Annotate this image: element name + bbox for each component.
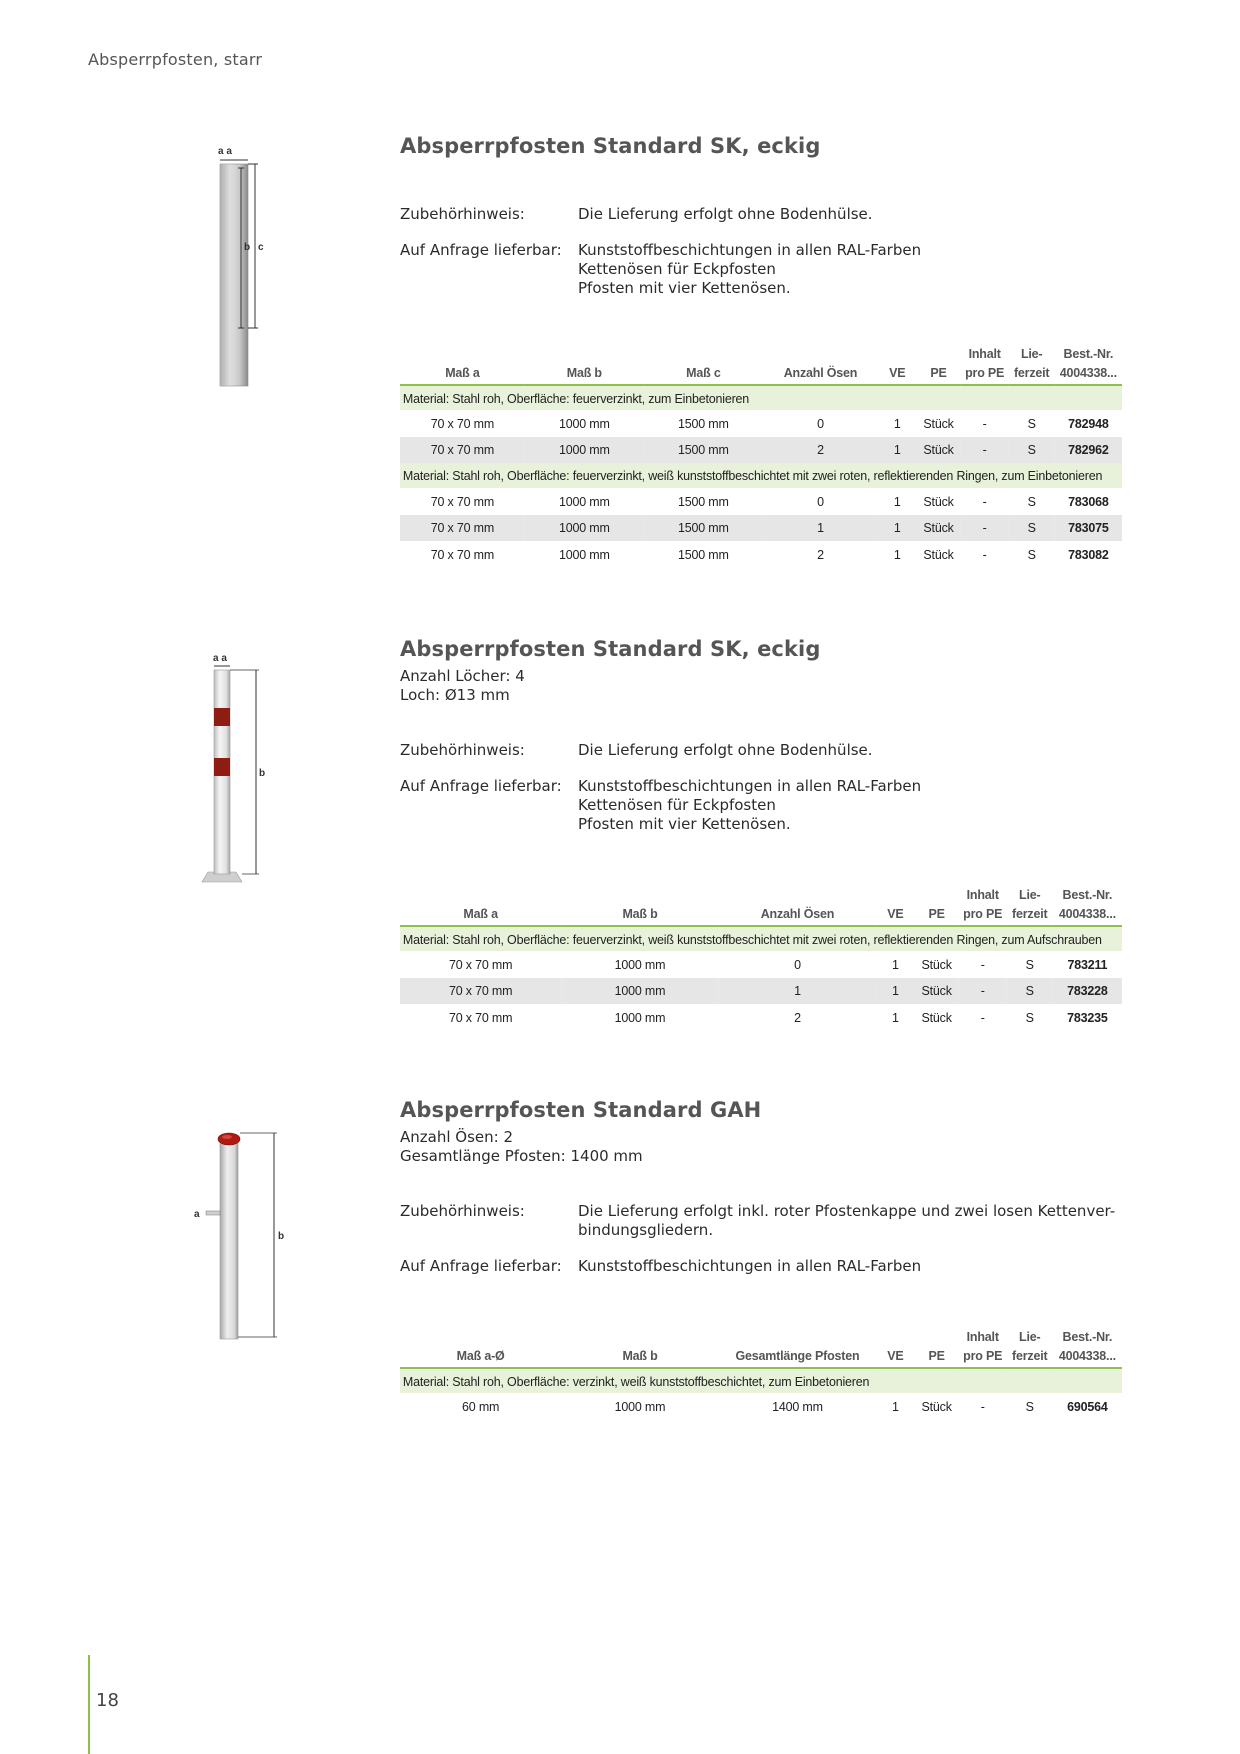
col-header: Inhalt pro PE — [961, 344, 1009, 385]
cell: 70 x 70 mm — [400, 515, 525, 542]
cell: Stück — [921, 1398, 952, 1414]
col-header: PE — [915, 885, 959, 926]
cell: - — [959, 978, 1007, 1005]
info-label: Auf Anfrage lieferbar: — [400, 241, 562, 259]
order-number: 782948 — [1068, 415, 1109, 431]
info-value — [578, 1257, 1152, 1276]
post-cap — [218, 1133, 240, 1145]
info-line: Kunststoffbeschichtungen in allen RAL-Farben — [578, 777, 922, 795]
cell: Stück — [921, 956, 952, 972]
table-row — [400, 978, 1122, 1005]
product-content — [400, 637, 1152, 851]
cell: 1500 mm — [678, 493, 729, 509]
info-row-zubehoer — [400, 741, 1152, 760]
cell: 1000 mm — [525, 515, 644, 542]
col-header: VE — [878, 344, 916, 385]
col-header: PE — [915, 1327, 959, 1368]
product-title: Absperrpfosten Standard SK, eckig — [400, 134, 821, 158]
spec-line: Anzahl Ösen: 2 — [400, 1128, 513, 1146]
col-header: Maß b — [561, 1327, 718, 1368]
info-label: Zubehörhinweis: — [400, 741, 525, 759]
table-row — [400, 410, 1122, 437]
cell: Stück — [923, 493, 954, 509]
cell: 1 — [893, 493, 901, 509]
cell: Stück — [916, 515, 960, 542]
cell: 1 — [763, 515, 878, 542]
cell: S — [1027, 415, 1036, 431]
col-header: Lie- ferzeit — [1009, 344, 1055, 385]
spec-line: Loch: Ø13 mm — [400, 686, 510, 704]
cell: 1500 mm — [678, 546, 729, 562]
cell: Stück — [921, 1009, 952, 1025]
cell: 2 — [817, 546, 824, 562]
col-header: Gesamtlänge Pfosten — [719, 1327, 876, 1368]
info-line: Kettenösen für Eckpfosten — [578, 796, 776, 814]
cell: Stück — [915, 978, 959, 1005]
cell: 70 x 70 mm — [448, 1009, 513, 1025]
cell: - — [982, 415, 987, 431]
col-header: Maß b — [561, 885, 718, 926]
product-table-wrap — [400, 885, 1152, 1031]
product-image-gah — [188, 1125, 288, 1345]
info-value — [578, 1202, 1152, 1240]
info-line: Die Lieferung erfolgt ohne Bodenhülse. — [578, 205, 873, 223]
info-line: Die Lieferung erfolgt inkl. roter Pfostenkappe und zwei losen Kettenver- — [578, 1202, 1116, 1220]
product-table — [400, 1327, 1122, 1420]
cell: Stück — [923, 546, 954, 562]
material-text: Material: Stahl roh, Oberfläche: feuerverzinkt, zum Einbetonieren — [400, 385, 1122, 410]
info-row-anfrage — [400, 1257, 1152, 1276]
cell: Stück — [916, 437, 960, 464]
col-header: VE — [876, 1327, 914, 1368]
product-content — [400, 1098, 1152, 1293]
col-header: Best.-Nr. 4004338... — [1053, 885, 1122, 926]
dim-label-a: a a — [213, 653, 227, 664]
col-header: Maß c — [644, 344, 763, 385]
cell: 0 — [817, 493, 824, 509]
cell: S — [1025, 1398, 1034, 1414]
cell: 0 — [817, 415, 824, 431]
reflective-ring — [214, 758, 230, 776]
cell: 1500 mm — [644, 437, 763, 464]
cell: S — [1007, 978, 1053, 1005]
dim-label-b: b — [259, 768, 266, 779]
col-header: Lie- ferzeit — [1007, 1327, 1053, 1368]
dim-label-a: a a — [218, 146, 232, 157]
cell: 1400 mm — [772, 1398, 823, 1414]
info-row-zubehoer — [400, 205, 1152, 224]
cell: - — [980, 956, 985, 972]
order-number: 690564 — [1067, 1398, 1108, 1414]
cell: 1 — [876, 978, 914, 1005]
product-title: Absperrpfosten Standard SK, eckig — [400, 637, 821, 661]
cell: 1500 mm — [644, 515, 763, 542]
info-value — [578, 741, 1152, 760]
cell: 1 — [891, 1398, 899, 1414]
page-number: 18 — [96, 1690, 119, 1711]
cell: 1 — [891, 1009, 899, 1025]
cell: 1000 mm — [614, 956, 666, 972]
cell: Stück — [923, 415, 954, 431]
spec-line: Gesamtlänge Pfosten: 1400 mm — [400, 1147, 643, 1165]
col-header: Best.-Nr. 4004338... — [1053, 1327, 1122, 1368]
col-header: Lie- ferzeit — [1007, 885, 1053, 926]
product-title: Absperrpfosten Standard GAH — [400, 1098, 762, 1122]
table-row — [400, 951, 1122, 978]
info-row-zubehoer — [400, 1202, 1152, 1240]
running-head: Absperrpfosten, starr — [88, 50, 263, 69]
order-number: 783235 — [1067, 1009, 1108, 1025]
col-header: Maß a — [400, 344, 525, 385]
info-line: Die Lieferung erfolgt ohne Bodenhülse. — [578, 741, 873, 759]
info-label: Auf Anfrage lieferbar: — [400, 777, 562, 795]
cell: 1000 mm — [558, 546, 610, 562]
info-line: Pfosten mit vier Kettenösen. — [578, 279, 791, 297]
product-image-sk-eckig-rings — [196, 650, 286, 890]
cell: - — [961, 515, 1009, 542]
material-text: Material: Stahl roh, Oberfläche: feuerverzinkt, weiß kunststoffbeschichtet mit zwei roten, reflektierenden Ringen, zum Aufschrauben — [400, 926, 1122, 951]
cell: S — [1009, 437, 1055, 464]
cell: S — [1009, 515, 1055, 542]
product-table — [400, 344, 1122, 568]
cell: S — [1027, 493, 1036, 509]
cell: 70 x 70 mm — [448, 956, 513, 972]
cell: 70 x 70 mm — [430, 415, 495, 431]
cell: 2 — [794, 1009, 801, 1025]
product-table-wrap — [400, 344, 1152, 568]
cell: - — [982, 546, 987, 562]
info-value — [578, 241, 1152, 298]
table-row — [400, 437, 1122, 464]
cell: S — [1025, 956, 1034, 972]
cell: 1000 mm — [614, 1009, 666, 1025]
cell: 1000 mm — [558, 493, 610, 509]
info-row-anfrage — [400, 777, 1152, 834]
order-number: 783228 — [1053, 978, 1122, 1005]
cell: 2 — [763, 437, 878, 464]
info-label: Zubehörhinweis: — [400, 205, 525, 223]
table-row — [400, 541, 1122, 568]
material-row — [400, 1368, 1122, 1393]
cell: 1000 mm — [561, 978, 718, 1005]
cell: - — [982, 493, 987, 509]
col-header: VE — [876, 885, 914, 926]
info-label: Zubehörhinweis: — [400, 1202, 525, 1220]
col-header: Maß a — [400, 885, 561, 926]
cell: - — [961, 437, 1009, 464]
cell: 1 — [893, 415, 901, 431]
material-text: Material: Stahl roh, Oberfläche: feuerverzinkt, weiß kunststoffbeschichtet mit zwei roten, reflektierenden Ringen, zum Einbetonieren — [400, 463, 1122, 488]
footer-accent-rule — [88, 1655, 90, 1754]
cell: 60 mm — [462, 1398, 500, 1414]
material-row — [400, 463, 1122, 488]
cell: - — [980, 1009, 985, 1025]
cell: 70 x 70 mm — [430, 493, 495, 509]
cell: - — [980, 1398, 985, 1414]
cell: 1 — [893, 546, 901, 562]
cell: 70 x 70 mm — [400, 437, 525, 464]
product-table-wrap — [400, 1327, 1152, 1420]
cell: 1500 mm — [678, 415, 729, 431]
cell: 1 — [878, 515, 916, 542]
cell: 1 — [891, 956, 899, 972]
table-row — [400, 1393, 1122, 1420]
table-row — [400, 488, 1122, 515]
dim-label-b: b — [244, 242, 251, 253]
info-line: Pfosten mit vier Kettenösen. — [578, 815, 791, 833]
product-table — [400, 885, 1122, 1031]
info-line: Kettenösen für Eckpfosten — [578, 260, 776, 278]
info-value — [578, 205, 1152, 224]
info-line: Kunststoffbeschichtungen in allen RAL-Farben — [578, 241, 922, 259]
table-row — [400, 515, 1122, 542]
col-header: Best.-Nr. 4004338... — [1055, 344, 1122, 385]
order-number: 783068 — [1068, 493, 1109, 509]
spec-line: Anzahl Löcher: 4 — [400, 667, 525, 685]
col-header: PE — [916, 344, 960, 385]
order-number: 782962 — [1055, 437, 1122, 464]
dim-label-a: a — [194, 1209, 200, 1220]
col-header: Maß b — [525, 344, 644, 385]
col-header: Anzahl Ösen — [719, 885, 876, 926]
reflective-ring — [214, 708, 230, 726]
cell: 0 — [794, 956, 801, 972]
cell: 1 — [878, 437, 916, 464]
cell: S — [1027, 546, 1036, 562]
material-row — [400, 926, 1122, 951]
material-row — [400, 385, 1122, 410]
product-image-sk-eckig — [210, 140, 290, 400]
col-header: Anzahl Ösen — [763, 344, 878, 385]
info-value — [578, 777, 1152, 834]
cell: 1000 mm — [525, 437, 644, 464]
cell: 1000 mm — [614, 1398, 666, 1414]
dim-label-c: c — [258, 242, 264, 253]
dim-label-b: b — [278, 1231, 285, 1242]
cell: S — [1025, 1009, 1034, 1025]
col-header: Inhalt pro PE — [959, 885, 1007, 926]
product-content — [400, 134, 1152, 315]
cell: 70 x 70 mm — [430, 546, 495, 562]
info-row-anfrage — [400, 241, 1152, 298]
col-header: Maß a-Ø — [400, 1327, 561, 1368]
order-number: 783211 — [1067, 956, 1108, 972]
order-number: 783082 — [1068, 546, 1109, 562]
cell: 1 — [719, 978, 876, 1005]
info-line: bindungsgliedern. — [578, 1221, 714, 1239]
col-header: Inhalt pro PE — [959, 1327, 1007, 1368]
order-number: 783075 — [1055, 515, 1122, 542]
table-row — [400, 1004, 1122, 1031]
info-line: Kunststoffbeschichtungen in allen RAL-Farben — [578, 1257, 922, 1275]
cell: 1000 mm — [558, 415, 610, 431]
cell: 70 x 70 mm — [400, 978, 561, 1005]
material-text: Material: Stahl roh, Oberfläche: verzinkt, weiß kunststoffbeschichtet, zum Einbetonieren — [400, 1368, 1122, 1393]
info-label: Auf Anfrage lieferbar: — [400, 1257, 562, 1275]
